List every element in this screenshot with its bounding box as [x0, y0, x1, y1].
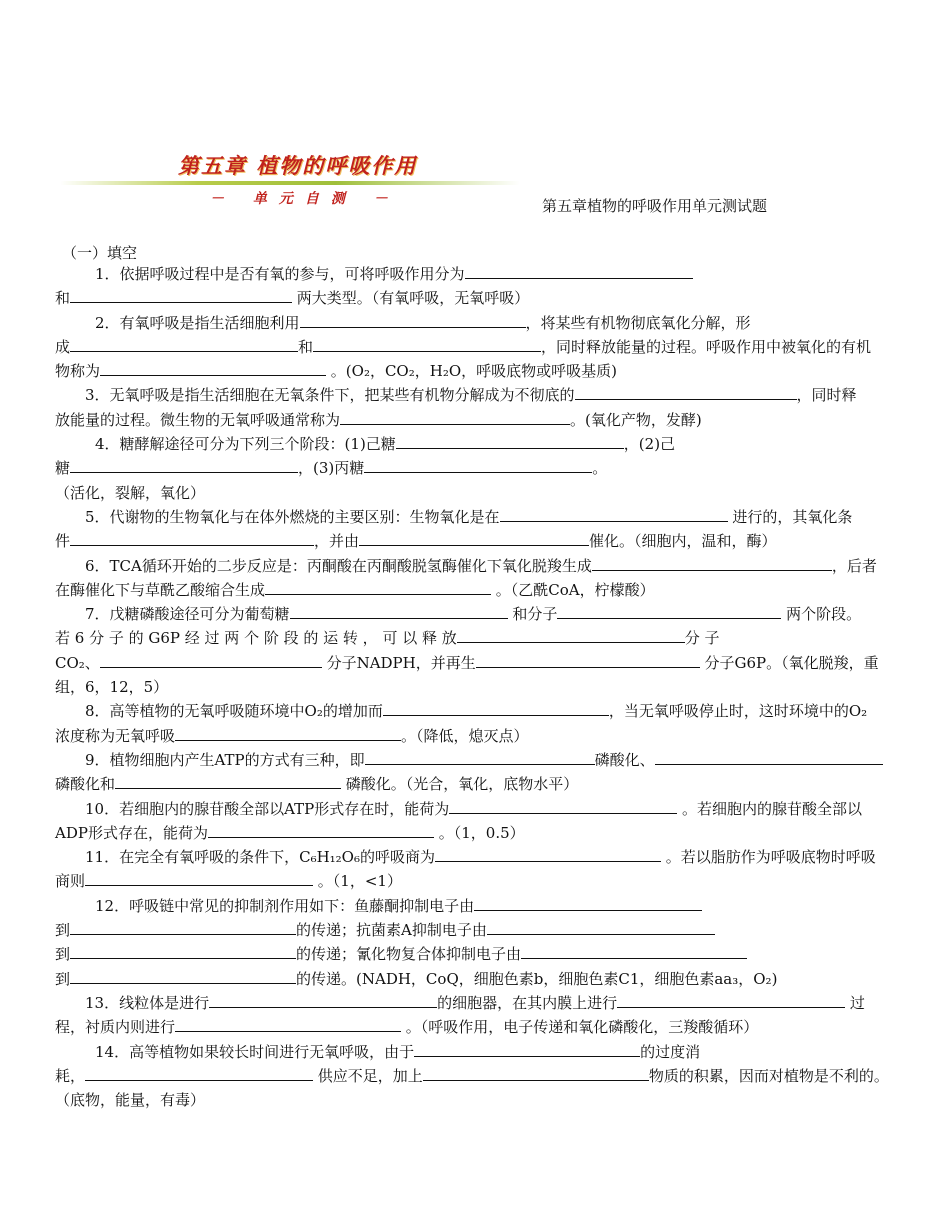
answer-blank[interactable] [100, 653, 322, 668]
answer-blank[interactable] [175, 726, 401, 741]
answer-blank[interactable] [592, 556, 832, 571]
question-13-cont: 程，衬质内则进行 。（呼吸作用，电子传递和氧化磷酸化，三羧酸循环） [55, 1018, 759, 1037]
question-2-cont2: 物称为 。(O₂，CO₂，H₂O，呼吸底物或呼吸基质) [55, 362, 617, 381]
question-3: 3．无氧呼吸是指生活细胞在无氧条件下，把某些有机物分解成为不彻底的 ，同时释 [85, 386, 857, 405]
answer-blank[interactable] [70, 920, 296, 935]
answer-blank[interactable] [575, 385, 797, 400]
banner-divider [60, 181, 520, 185]
answer-blank[interactable] [396, 434, 624, 449]
answer-blank[interactable] [85, 871, 313, 886]
question-14-answer: （底物，能量，有毒） [55, 1091, 206, 1110]
answer-blank[interactable] [70, 458, 298, 473]
answer-blank[interactable] [449, 799, 677, 814]
answer-blank[interactable] [70, 944, 296, 959]
answer-blank[interactable] [655, 750, 883, 765]
document-title: 第五章植物的呼吸作用单元测试题 [542, 197, 768, 215]
question-12: 12．呼吸链中常见的抑制剂作用如下：鱼藤酮抑制电子由 [55, 894, 898, 918]
answer-blank[interactable] [115, 774, 341, 789]
answer-blank[interactable] [423, 1066, 649, 1081]
answer-blank[interactable] [617, 993, 845, 1008]
question-10-cont: ADP形式存在，能荷为 。（1，0.5） [55, 823, 525, 842]
question-8: 8．高等植物的无氧呼吸随环境中O₂的增加而 ，当无氧呼吸停止时，这时环境中的O₂ [85, 702, 868, 721]
question-6-cont: 在酶催化下与草酰乙酸缩合生成 。（乙酰CoA，柠檬酸） [55, 580, 655, 599]
answer-blank[interactable] [209, 993, 437, 1008]
question-4-answer: （活化，裂解，氧化） [55, 483, 206, 502]
question-5: 5．代谢物的生物氧化与在体外燃烧的主要区别：生物氧化是在 进行的，其氧化条 [85, 507, 853, 526]
question-9: 9．植物细胞内产生ATP的方式有三种，即 磷酸化、 [55, 748, 898, 772]
answer-blank[interactable] [313, 337, 541, 352]
question-list [55, 262, 898, 1112]
question-3-cont: 放能量的过程。微生物的无氧呼吸通常称为 。(氧化产物，发酵) [55, 410, 702, 429]
answer-blank[interactable] [70, 531, 314, 546]
answer-blank[interactable] [383, 701, 609, 716]
answer-blank[interactable] [208, 823, 434, 838]
question-6: 6．TCA循环开始的二步反应是：丙酮酸在丙酮酸脱氢酶催化下氧化脱羧生成 ，后者 [85, 556, 877, 575]
answer-blank[interactable] [476, 653, 700, 668]
banner-subtitle: － 单元自测 － [210, 191, 400, 207]
answer-blank[interactable] [70, 969, 296, 984]
question-7-cont2: CO₂、 分子NADPH，并再生 分子G6P。（氧化脱羧，重 [55, 653, 879, 672]
question-10: 10．若细胞内的腺苷酸全部以ATP形式存在时，能荷为 。若细胞内的腺苷酸全部以 [85, 799, 862, 818]
question-1-cont: 和 两大类型。（有氧呼吸，无氧呼吸） [55, 289, 530, 308]
answer-blank[interactable] [487, 920, 715, 935]
section-heading: （一）填空 [62, 244, 138, 262]
answer-blank[interactable] [457, 628, 685, 643]
question-4-cont: 糖 ，(3)丙糖 。 [55, 459, 608, 478]
answer-blank[interactable] [414, 1042, 640, 1057]
answer-blank[interactable] [175, 1017, 401, 1032]
answer-blank[interactable] [465, 264, 693, 279]
answer-blank[interactable] [70, 337, 298, 352]
question-7-answer: 组，6，12，5） [55, 678, 169, 697]
question-11-cont: 商则 。（1，<1） [55, 872, 402, 891]
banner-title: 第五章 植物的呼吸作用 [178, 153, 418, 178]
answer-blank[interactable] [265, 580, 491, 595]
answer-blank[interactable] [359, 531, 589, 546]
question-2: 2．有氧呼吸是指生活细胞利用 ，将某些有机物彻底氧化分解，形 [95, 313, 751, 332]
answer-blank[interactable] [85, 1066, 313, 1081]
question-8-cont: 浓度称为无氧呼吸 。（降低，熄灭点） [55, 726, 529, 745]
answer-blank[interactable] [521, 944, 747, 959]
question-12-cont2: 到 的传递；氰化物复合体抑制电子由 [55, 942, 898, 966]
question-14: 14．高等植物如果较长时间进行无氧呼吸，由于 的过度消 [95, 1042, 701, 1061]
answer-blank[interactable] [500, 507, 728, 522]
question-1: 1．依据呼吸过程中是否有氧的参与，可将呼吸作用分为 [55, 262, 898, 286]
question-7-cont: 若 6 分 子 的 G6P 经 过 两 个 阶 段 的 运 转 ， 可 以 释 放 分 子 [55, 629, 720, 648]
question-2-cont: 成 和 ，同时释放能量的过程。呼吸作用中被氧化的有机 [55, 337, 872, 356]
question-13: 13．线粒体是进行 的细胞器，在其内膜上进行 过 [85, 993, 865, 1012]
answer-blank[interactable] [435, 847, 661, 862]
answer-blank[interactable] [474, 896, 702, 911]
question-9-cont: 磷酸化和 磷酸化。（光合，氧化，底物水平） [55, 775, 579, 794]
question-12-cont3: 到 的传递。(NADH，CoQ，细胞色素b，细胞色素C1，细胞色素aa₃，O₂) [55, 969, 778, 988]
question-5-cont: 件 ，并由 催化。（细胞内，温和，酶） [55, 532, 777, 551]
question-4: 4．糖酵解途径可分为下列三个阶段：(1)己糖 ，(2)己 [95, 435, 676, 454]
answer-blank[interactable] [340, 410, 570, 425]
answer-blank[interactable] [100, 361, 326, 376]
question-7: 7．戊糖磷酸途径可分为葡萄糖 和分子 两个阶段。 [85, 605, 862, 624]
question-14-cont: 耗， 供应不足，加上 物质的积累，因而对植物是不利的。 [55, 1066, 889, 1085]
question-11: 11．在完全有氧呼吸的条件下，C₆H₁₂O₆的呼吸商为 。若以脂肪作为呼吸底物时呼吸 [85, 848, 876, 867]
answer-blank[interactable] [557, 604, 781, 619]
answer-blank[interactable] [365, 750, 595, 765]
answer-blank[interactable] [364, 458, 592, 473]
answer-blank[interactable] [300, 313, 526, 328]
answer-blank[interactable] [70, 288, 292, 303]
answer-blank[interactable] [290, 604, 508, 619]
chapter-banner [60, 148, 530, 210]
question-12-cont: 到 的传递；抗菌素A抑制电子由 [55, 918, 898, 942]
